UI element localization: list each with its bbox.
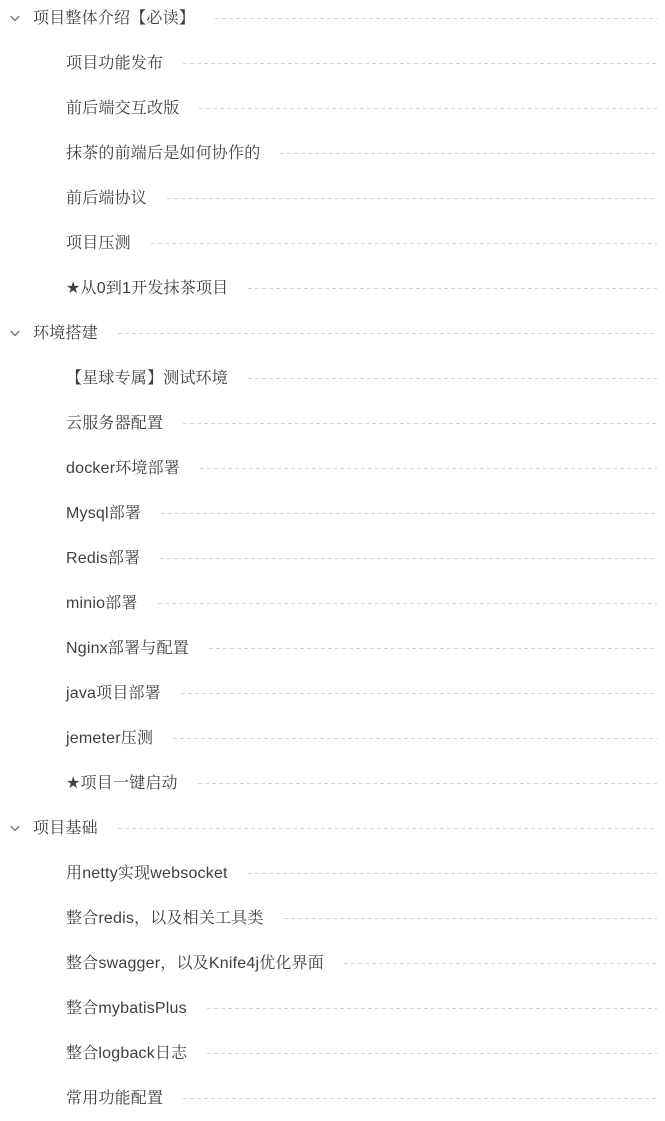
toc-item-row[interactable] — [0, 446, 665, 491]
leader-line — [183, 63, 657, 64]
toc-item-label[interactable]: 项目功能发布 — [66, 54, 164, 72]
leader-line — [183, 1098, 657, 1099]
toc-item-label[interactable]: Mysql部署 — [66, 504, 142, 522]
toc-item-label[interactable]: 用netty实现websocket — [66, 864, 228, 882]
toc-item-label[interactable]: 项目压测 — [66, 234, 131, 252]
toc-item-row[interactable] — [0, 941, 665, 986]
toc-section-label[interactable]: 项目整体介绍【必读】 — [33, 9, 196, 27]
toc-section-row[interactable] — [0, 0, 665, 41]
leader-line — [344, 963, 657, 964]
leader-line — [207, 1008, 657, 1009]
toc-item-label[interactable]: 云服务器配置 — [66, 414, 164, 432]
leader-line — [215, 18, 657, 19]
leader-line — [167, 198, 657, 199]
toc-item-row[interactable] — [0, 41, 665, 86]
leader-line — [198, 783, 657, 784]
toc-item-row[interactable] — [0, 401, 665, 446]
toc-item-row[interactable] — [0, 491, 665, 536]
toc-item-label[interactable]: jemeter压测 — [66, 729, 154, 747]
leader-line — [280, 153, 657, 154]
toc-section-label[interactable]: 环境搭建 — [33, 324, 98, 342]
toc-item-label[interactable]: java项目部署 — [66, 684, 161, 702]
toc-item-row[interactable] — [0, 671, 665, 716]
leader-line — [200, 468, 657, 469]
toc-item-row[interactable] — [0, 896, 665, 941]
toc-item-label[interactable]: 【星球专属】测试环境 — [66, 369, 229, 387]
toc-item-label[interactable]: ★从0到1开发抹茶项目 — [66, 279, 229, 297]
toc-section-row[interactable] — [0, 806, 665, 851]
toc-item-row[interactable] — [0, 1031, 665, 1076]
toc-item-label[interactable]: 前后端交互改版 — [66, 99, 180, 117]
toc-item-label[interactable]: 整合mybatisPlus — [66, 999, 187, 1017]
toc-item-label[interactable]: ★项目一键启动 — [66, 774, 178, 792]
leader-line — [207, 1053, 657, 1054]
leader-line — [118, 333, 657, 334]
leader-line — [199, 108, 657, 109]
toc-item-label[interactable]: Nginx部署与配置 — [66, 639, 189, 657]
toc-item-label[interactable]: 整合logback日志 — [66, 1044, 188, 1062]
toc-item-row[interactable] — [0, 86, 665, 131]
leader-line — [118, 828, 657, 829]
toc-section-row[interactable] — [0, 311, 665, 356]
chevron-down-icon[interactable] — [10, 15, 20, 22]
toc-item-row[interactable] — [0, 581, 665, 626]
leader-line — [158, 603, 657, 604]
leader-line — [160, 558, 657, 559]
toc-item-label[interactable]: minio部署 — [66, 594, 138, 612]
toc-item-row[interactable] — [0, 221, 665, 266]
toc-item-row[interactable] — [0, 176, 665, 221]
toc-item-row[interactable] — [0, 851, 665, 896]
leader-line — [248, 288, 657, 289]
leader-line — [248, 378, 657, 379]
toc-item-row[interactable] — [0, 716, 665, 761]
leader-line — [181, 693, 657, 694]
toc-item-label[interactable]: 常用功能配置 — [66, 1089, 164, 1107]
toc-item-label[interactable]: 整合swagger，以及Knife4j优化界面 — [66, 954, 324, 972]
toc-item-label[interactable]: docker环境部署 — [66, 459, 181, 477]
toc-section-label[interactable]: 项目基础 — [33, 819, 98, 837]
toc-item-label[interactable]: 整合redis，以及相关工具类 — [66, 909, 264, 927]
leader-line — [151, 243, 657, 244]
toc-item-row[interactable] — [0, 356, 665, 401]
toc-item-label[interactable]: 抹茶的前端后是如何协作的 — [66, 144, 261, 162]
toc-item-row[interactable] — [0, 266, 665, 311]
chevron-down-icon[interactable] — [10, 825, 20, 832]
leader-line — [248, 873, 657, 874]
toc-item-label[interactable]: Redis部署 — [66, 549, 141, 567]
leader-line — [284, 918, 657, 919]
toc-item-row[interactable] — [0, 1076, 665, 1121]
leader-line — [209, 648, 657, 649]
toc-item-row[interactable] — [0, 761, 665, 806]
toc-item-row[interactable] — [0, 536, 665, 581]
toc-item-label[interactable]: 前后端协议 — [66, 189, 148, 207]
toc-item-row[interactable] — [0, 626, 665, 671]
leader-line — [183, 423, 657, 424]
leader-line — [161, 513, 657, 514]
toc-item-row[interactable] — [0, 131, 665, 176]
toc-item-row[interactable] — [0, 986, 665, 1031]
leader-line — [173, 738, 657, 739]
chevron-down-icon[interactable] — [10, 330, 20, 337]
